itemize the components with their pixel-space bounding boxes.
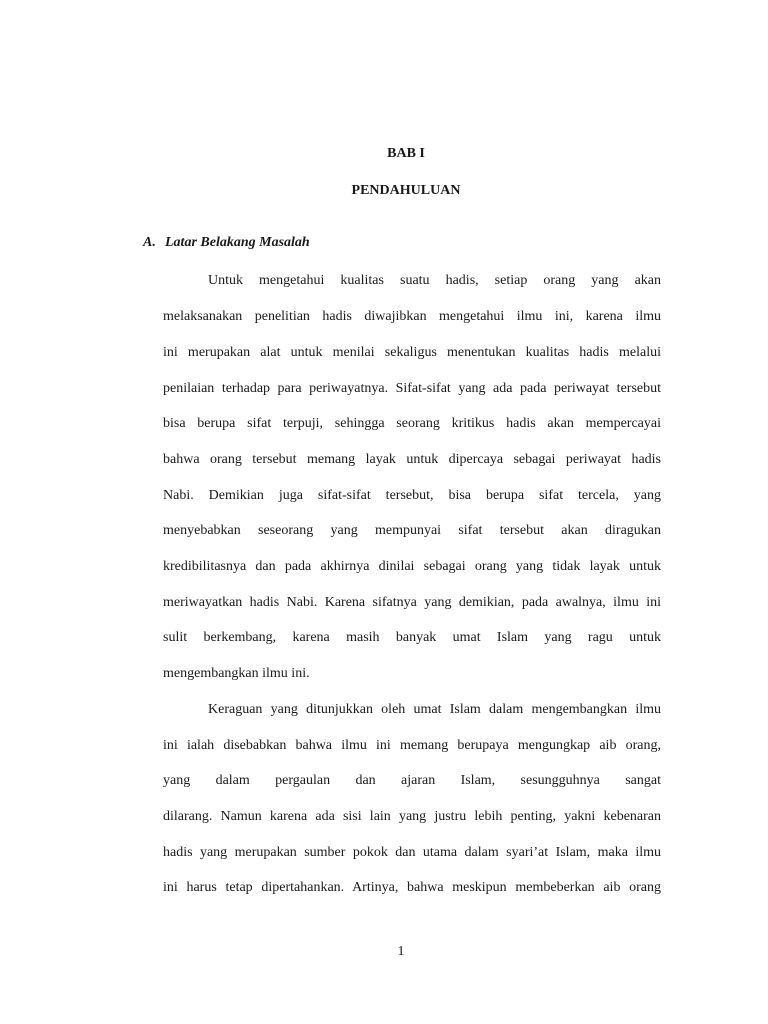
paragraph-line: ini merupakan alat untuk menilai sekaligus menentukan kualitas hadis melalui: [163, 345, 661, 360]
paragraph-line: Keraguan yang ditunjukkan oleh umat Islam dalam mengembangkan ilmu: [208, 702, 661, 717]
paragraph-line: penilaian terhadap para periwayatnya. Sifat-sifat yang ada pada periwayat tersebut: [163, 381, 661, 396]
paragraph-line: sulit berkembang, karena masih banyak umat Islam yang ragu untuk: [163, 630, 661, 645]
chapter-title: PENDAHULUAN: [351, 183, 461, 198]
section-letter: A.: [143, 235, 156, 250]
paragraph-line: bisa berupa sifat terpuji, sehingga seorang kritikus hadis akan mempercayai: [163, 416, 661, 431]
chapter-number: BAB I: [387, 146, 425, 161]
paragraph-line: melaksanakan penelitian hadis diwajibkan mengetahui ilmu ini, karena ilmu: [163, 309, 661, 324]
page-number: 1: [397, 944, 405, 959]
paragraph-line: dilarang. Namun karena ada sisi lain yang justru lebih penting, yakni kebenaran: [163, 809, 661, 824]
paragraph-line: meriwayatkan hadis Nabi. Karena sifatnya yang demikian, pada awalnya, ilmu ini: [163, 595, 661, 610]
paragraph-line: yang dalam pergaulan dan ajaran Islam, sesungguhnya sangat: [163, 773, 661, 788]
paragraph-line: menyebabkan seseorang yang mempunyai sifat tersebut akan diragukan: [163, 523, 661, 538]
paragraph-line: Untuk mengetahui kualitas suatu hadis, setiap orang yang akan: [208, 273, 661, 288]
paragraph-line: kredibilitasnya dan pada akhirnya dinilai sebagai orang yang tidak layak untuk: [163, 559, 661, 574]
paragraph-line: ini ialah disebabkan bahwa ilmu ini memang berupaya mengungkap aib orang,: [163, 738, 661, 753]
section-heading: [143, 235, 310, 251]
paragraph-line: ini harus tetap dipertahankan. Artinya, bahwa meskipun membeberkan aib orang: [163, 880, 661, 895]
paragraph-line: Nabi. Demikian juga sifat-sifat tersebut, bisa berupa sifat tercela, yang: [163, 488, 661, 503]
paragraph-line: hadis yang merupakan sumber pokok dan utama dalam syari’at Islam, maka ilmu: [163, 845, 661, 860]
section-title: Latar Belakang Masalah: [165, 235, 310, 250]
paragraph-line: mengembangkan ilmu ini.: [163, 666, 310, 681]
paragraph-line: bahwa orang tersebut memang layak untuk dipercaya sebagai periwayat hadis: [163, 452, 661, 467]
